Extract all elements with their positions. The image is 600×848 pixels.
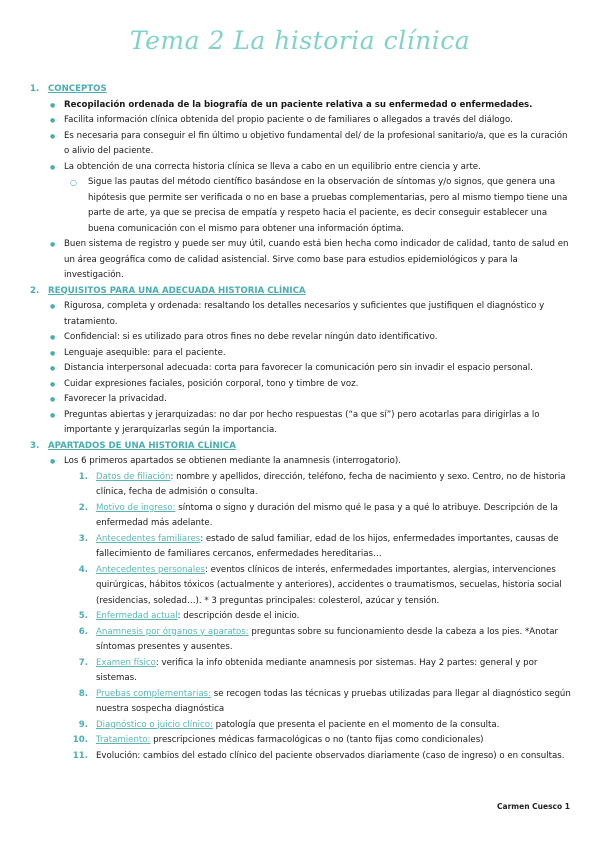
section-heading-apartados xyxy=(30,439,575,455)
requisitos-list xyxy=(30,299,575,439)
item-text: síntoma o signo y duración del mismo qué le pasa y a qué lo atribuye. Descripción de la enfermedad más adelante. xyxy=(96,502,558,528)
list-item: ● Facilita información clínica obtenida del propio paciente o de familiares o allegados a través del diálogo. xyxy=(30,113,575,129)
item-text xyxy=(96,532,575,563)
list-item: ● Lenguaje asequible: para el paciente. xyxy=(30,346,575,362)
item-term: Antecedentes familiares xyxy=(96,533,201,544)
section-heading-conceptos xyxy=(30,82,575,98)
numbered-item xyxy=(64,501,575,532)
item-text: preguntas sobre su funcionamiento desde la cabeza a los pies. *Anotar síntomas presentes y ausentes. xyxy=(96,626,559,652)
sub-list-item: ○ Sigue las pautas del método científico basándose en la observación de síntomas y/o signos, que genera una hipótesis que permite ser verificada o no en base a pruebas complementarias, pero al mismo tiempo tiene una parte de arte, ya que se precisa de empatía y respeto hacia el paciente, es decir conseguir establecer una buena comunicación con el mismo para obtener una información óptima. xyxy=(64,175,575,237)
section-number: 2. xyxy=(30,285,40,296)
item-text: patología que presenta el paciente en el momento de la consulta. xyxy=(212,719,500,730)
item-number: 5. xyxy=(78,611,88,621)
section-title: REQUISITOS PARA UNA ADECUADA HISTORIA CLÍNICA xyxy=(48,285,306,296)
item-number: 2. xyxy=(78,502,88,513)
item-text xyxy=(96,656,575,687)
item-text xyxy=(96,501,575,532)
item-term: Tratamiento: xyxy=(96,735,151,745)
item-text: Los 6 primeros apartados se obtienen mediante la anamnesis (interrogatorio). xyxy=(64,456,401,466)
item-number: 8. xyxy=(78,688,88,699)
section-number: 1. xyxy=(30,84,40,94)
list-item: ● Preguntas abiertas y jerarquizadas: no dar por hecho respuestas (“a que sí”) pero acotarlas para dirigirlas a lo importante y jerarquizarlas según la importancia. xyxy=(30,408,575,439)
item-text: : eventos clínicos de interés, enfermedades importantes, alergias, intervenciones quirúrgicas, hábitos tóxicos (actualmente y anteriores), accidentes o traumatismos, secuelas, historia social (residencias, soledad…). * 3 preguntas principales: colesterol, azúcar y tensión. xyxy=(96,564,562,606)
item-text: : estado de salud familiar, edad de los hijos, enfermedades importantes, causas de fallecimiento de familiares cercanos, enfermedades hereditarias… xyxy=(96,533,559,559)
item-text xyxy=(96,625,575,656)
page-footer: Carmen Cuesco 1 xyxy=(497,802,570,811)
item-text xyxy=(96,687,575,718)
item-text: : nombre y apellidos, dirección, teléfono, fecha de nacimiento y sexo. Centro, no de historia clínica, fecha de admisión o consulta. xyxy=(96,471,566,497)
item-term: Datos de filiación xyxy=(96,471,171,482)
item-term: Examen físico xyxy=(96,657,156,668)
item-text: : descripción desde el inicio. xyxy=(177,611,300,621)
section-title: APARTADOS DE UNA HISTORIA CLÍNICA xyxy=(48,440,236,451)
item-text xyxy=(96,733,575,749)
list-item: ● Buen sistema de registro y puede ser muy útil, cuando está bien hecha como indicador de calidad, tanto de salud en un área geográfica como de calidad asistencial. Sirve como base para estudios epidemiológicos y para la investigación. xyxy=(30,237,575,284)
numbered-item xyxy=(64,656,575,687)
item-number: 3. xyxy=(78,533,88,544)
item-number: 10. xyxy=(72,735,88,745)
list-item: ● Confidencial: si es utilizado para otros fines no debe revelar ningún dato identificativo. xyxy=(30,330,575,346)
numbered-item xyxy=(64,718,575,734)
list-item: ● Cuidar expresiones faciales, posición corporal, tono y timbre de voz. xyxy=(30,377,575,393)
item-number: 7. xyxy=(78,657,88,668)
section-title: CONCEPTOS xyxy=(48,84,107,94)
item-text: La obtención de una correcta historia clínica se lleva a cabo en un equilibrio entre ciencia y arte. xyxy=(64,161,481,172)
apartados-list xyxy=(30,454,575,764)
numbered-list xyxy=(64,470,575,765)
item-text: prescripciones médicas farmacológicas o no (tanto fijas como condicionales) xyxy=(150,735,484,745)
item-text: Recopilación ordenada de la biografía de un paciente relativa a su enfermedad o enfermedades. xyxy=(64,99,533,110)
item-text xyxy=(96,609,575,625)
numbered-item xyxy=(64,733,575,749)
item-text: Evolución: cambios del estado clínico del paciente observados diariamente (caso de ingreso) o en consultas. xyxy=(96,750,565,761)
section-heading-requisitos xyxy=(30,284,575,300)
item-term: Enfermedad actual xyxy=(96,611,178,621)
item-term: Pruebas complementarias: xyxy=(96,688,212,699)
list-item: ● Es necesaria para conseguir el fin último u objetivo fundamental del/ de la profesional sanitario/a, que es la curación o alivio del paciente. xyxy=(30,129,575,160)
item-text: se recogen todas las técnicas y pruebas utilizadas para llegar al diagnóstico según nuestra sospecha diagnóstica xyxy=(96,688,571,714)
item-number: 4. xyxy=(78,564,88,575)
item-text xyxy=(96,718,575,734)
list-item xyxy=(30,160,575,238)
numbered-item xyxy=(64,532,575,563)
numbered-item xyxy=(64,563,575,610)
list-item xyxy=(30,98,575,114)
item-term: Anamnesis por órganos y aparatos: xyxy=(96,626,249,637)
numbered-item xyxy=(64,687,575,718)
numbered-item xyxy=(64,749,575,765)
numbered-item xyxy=(64,625,575,656)
item-term: Motivo de ingreso: xyxy=(96,502,176,513)
item-term: Diagnóstico o juicio clínico: xyxy=(96,719,213,730)
page-title: Tema 2 La historia clínica xyxy=(129,26,471,55)
list-item xyxy=(30,454,575,764)
item-number: 1. xyxy=(78,471,88,482)
item-term: Antecedentes personales xyxy=(96,564,205,575)
document-body xyxy=(30,82,575,764)
list-item: ● Rigurosa, completa y ordenada: resaltando los detalles necesarios y suficientes que justifiquen el diagnóstico y tratamiento. xyxy=(30,299,575,330)
numbered-item xyxy=(64,609,575,625)
list-item: ● Distancia interpersonal adecuada: corta para favorecer la comunicación pero sin invadir el espacio personal. xyxy=(30,361,575,377)
list-item: ● Favorecer la privacidad. xyxy=(30,392,575,408)
conceptos-list xyxy=(30,98,575,284)
item-number: 11. xyxy=(72,750,88,761)
item-text xyxy=(96,470,575,501)
numbered-item xyxy=(64,470,575,501)
item-text xyxy=(96,749,575,765)
item-number: 6. xyxy=(78,626,88,637)
section-number: 3. xyxy=(30,440,40,451)
item-number: 9. xyxy=(78,719,88,730)
item-text xyxy=(96,563,575,610)
item-text: : verifica la info obtenida mediante anamnesis por sistemas. Hay 2 partes: general y por sistemas. xyxy=(96,657,538,683)
sub-list xyxy=(64,175,575,237)
